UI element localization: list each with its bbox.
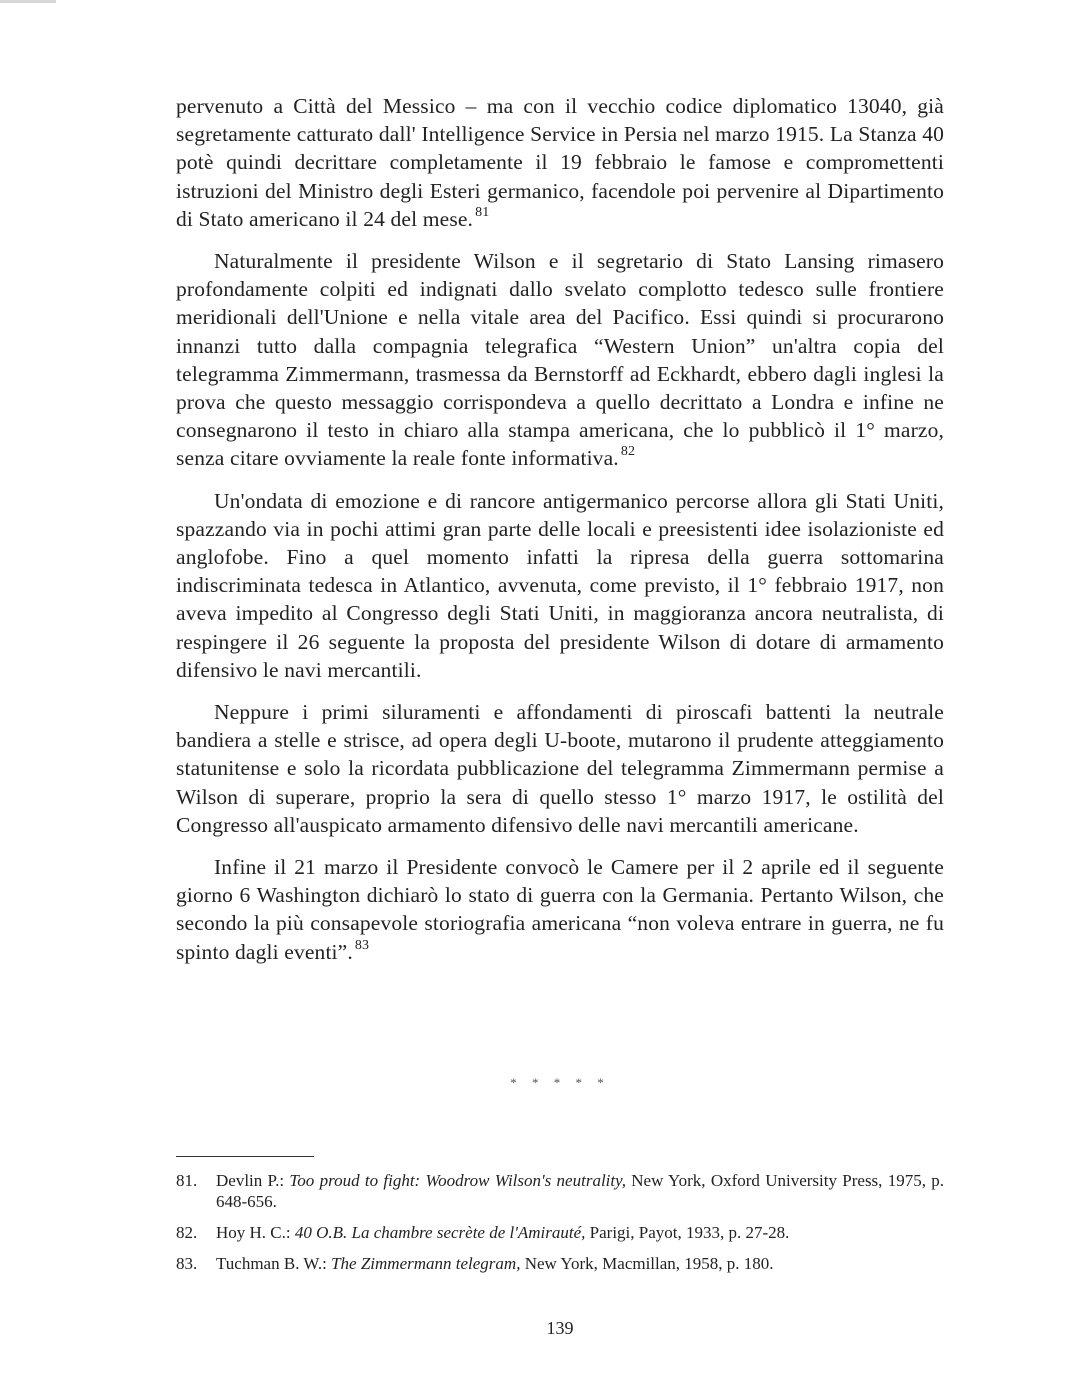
footnote-title: The Zimmermann telegram, bbox=[331, 1254, 521, 1273]
footnote-title: 40 O.B. La chambre secrète de l'Amirauté, bbox=[294, 1223, 586, 1242]
footnote-author: Hoy H. C.: bbox=[216, 1223, 291, 1242]
footnote-divider bbox=[176, 1156, 314, 1157]
paragraph-text: Naturalmente il presidente Wilson e il segretario di Stato Lansing rimasero profondamente colpiti ed indignati dallo svelato complotto tedesco sulle frontiere meridionali dell'Unione e nella vitale area del Pacifico. Essi quindi si procurarono innanzi tutto dalla compagnia telegrafica “Western Union” un'altra copia del telegramma Zimmermann, trasmessa da Bernstorff ad Eckhardt, ebbero dagli inglesi la prova che questo messaggio corrispondeva a quello decrittato a Londra e infine ne consegnarono il testo in chiaro alla stampa americana, che lo pubblicò il 1° marzo, senza citare ovviamente la reale fonte informativa. bbox=[176, 249, 944, 471]
footnote-text bbox=[216, 1170, 944, 1212]
paragraph-text: Infine il 21 marzo il Presidente convocò le Camere per il 2 aprile ed il seguente giorno 6 Washington dichiarò lo stato di guerra con la Germania. Pertanto Wilson, che secondo la più consapevole storiografia americana “non voleva entrare in guerra, ne fu spinto dagli eventi”. bbox=[176, 855, 944, 964]
footnote-number: 81. bbox=[176, 1171, 198, 1190]
scan-corner-mark bbox=[0, 0, 56, 3]
paragraph-4 bbox=[176, 698, 944, 839]
page-number: 139 bbox=[546, 1318, 574, 1338]
footnote-author: Devlin P.: bbox=[216, 1171, 285, 1190]
footnote-title: Too proud to fight: Woodrow Wilson's neutrality, bbox=[289, 1171, 626, 1190]
paragraph-1 bbox=[176, 92, 944, 233]
section-separator: * * * * * bbox=[510, 1075, 610, 1090]
footnote-text bbox=[216, 1253, 944, 1274]
footnote-details: Parigi, Payot, 1933, p. 27-28. bbox=[589, 1223, 790, 1242]
footnote-81 bbox=[176, 1170, 944, 1212]
footnote-number: 82. bbox=[176, 1223, 198, 1242]
paragraph-text: Neppure i primi siluramenti e affondamenti di piroscafi battenti la neutrale bandiera a stelle e strisce, ad opera degli U-boote, mutarono il prudente atteggiamento statunitense e solo la ricordata pubblicazione del telegramma Zimmermann permise a Wilson di superare, proprio la sera di quello stesso 1° marzo 1917, le ostilità del Congresso all'auspicato armamento difensivo delle navi mercantili americane. bbox=[176, 700, 944, 837]
footnote-82 bbox=[176, 1222, 944, 1243]
paragraph-text: Un'ondata di emozione e di rancore antigermanico percorse allora gli Stati Uniti, spazzando via in pochi attimi gran parte delle locali e preesistenti idee isolazioniste ed anglofobe. Fino a quel momento infatti la ripresa della guerra sottomarina indiscriminata tedesca in Atlantico, avvenuta, come previsto, il 1° febbraio 1917, non aveva impedito al Congresso degli Stati Uniti, in maggioranza ancora neutralista, di respingere il 26 seguente la proposta del presidente Wilson di dotare di armamento difensivo le navi mercantili. bbox=[176, 488, 944, 682]
paragraph-3 bbox=[176, 487, 944, 684]
paragraph-2 bbox=[176, 247, 944, 473]
footnote-details: New York, Macmillan, 1958, p. 180. bbox=[524, 1254, 774, 1273]
paragraph-5 bbox=[176, 853, 944, 966]
footnote-reference[interactable]: 82 bbox=[620, 444, 636, 460]
footnote-number: 83. bbox=[176, 1254, 198, 1273]
footnote-details: New York, Oxford University Press, 1975, p. 648-656. bbox=[216, 1171, 945, 1211]
footnote-reference[interactable]: 83 bbox=[354, 937, 370, 953]
body-text bbox=[176, 92, 944, 980]
footnote-reference[interactable]: 81 bbox=[475, 204, 490, 220]
footnote-83 bbox=[176, 1253, 944, 1274]
footnote-text bbox=[216, 1222, 944, 1243]
footnotes-list bbox=[176, 1170, 944, 1284]
footnote-author: Tuchman B. W.: bbox=[216, 1254, 327, 1273]
paragraph-text: pervenuto a Città del Messico – ma con il vecchio codice diplomatico 13040, già segretamente catturato dall' Intelligence Service in Persia nel marzo 1915. La Stanza 40 potè quindi decrittare completamente il 19 febbraio le famose e compromettenti istruzioni del Ministro degli Esteri germanico, facendole poi pervenire al Dipartimento di Stato americano il 24 del mese. bbox=[176, 94, 944, 231]
